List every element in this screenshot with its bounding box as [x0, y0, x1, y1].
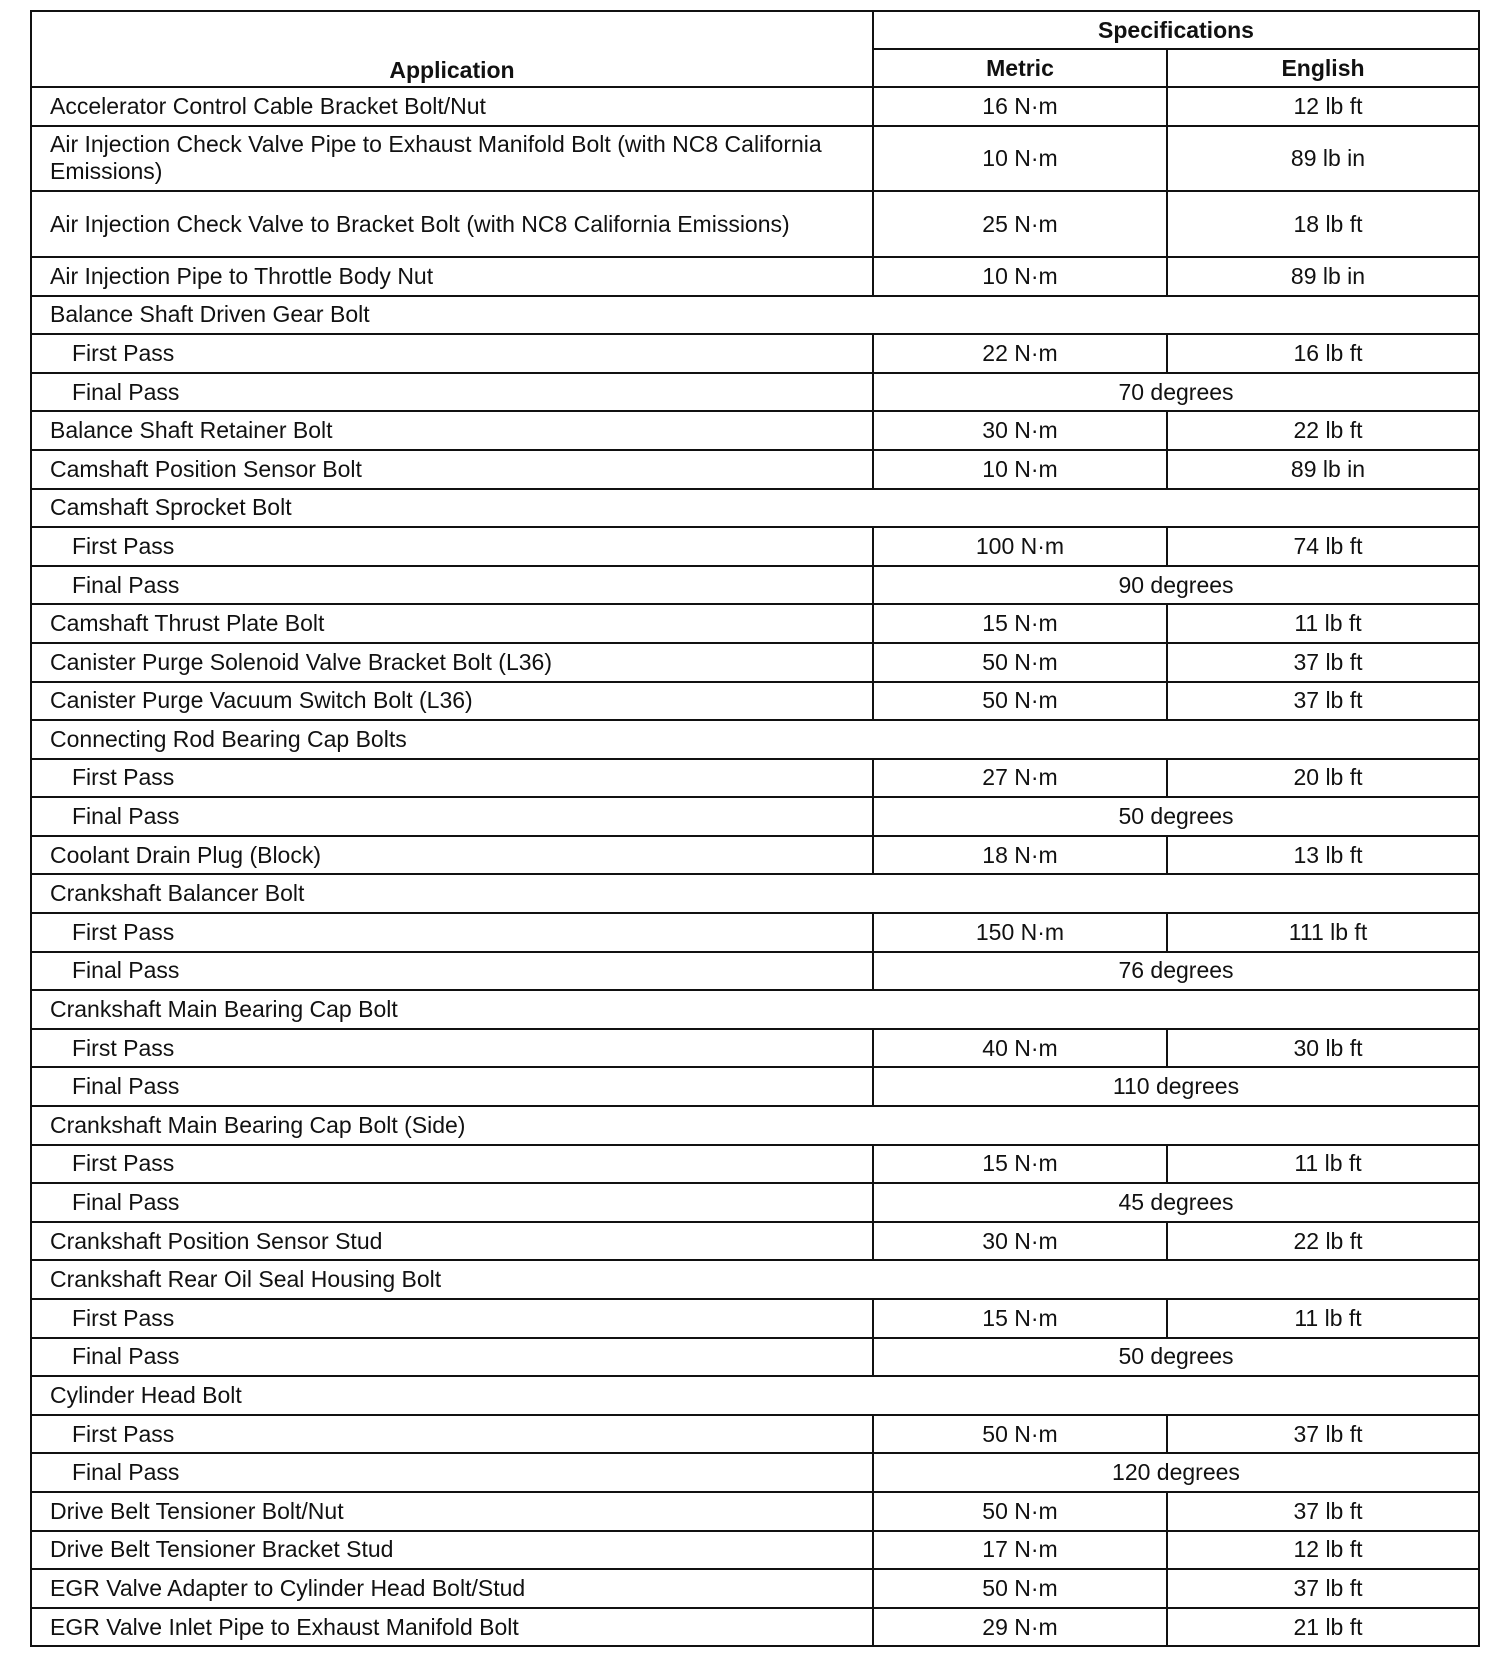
application-cell: Camshaft Thrust Plate Bolt: [31, 604, 873, 643]
table-row: [31, 874, 1479, 913]
application-cell: First Pass: [31, 1415, 873, 1454]
metric-cell: 17 N·m: [873, 1531, 1167, 1570]
table-row: [31, 797, 1479, 836]
metric-cell: 22 N·m: [873, 334, 1167, 373]
application-cell: Canister Purge Vacuum Switch Bolt (L36): [31, 682, 873, 721]
metric-cell: 10 N·m: [873, 450, 1167, 489]
application-cell: Crankshaft Position Sensor Stud: [31, 1222, 873, 1261]
application-cell: First Pass: [31, 1299, 873, 1338]
application-cell: Final Pass: [31, 1183, 873, 1222]
table-row: [31, 1183, 1479, 1222]
metric-cell: 30 N·m: [873, 411, 1167, 450]
table-row: [31, 566, 1479, 605]
metric-cell: 15 N·m: [873, 604, 1167, 643]
specifications-header: Specifications: [873, 11, 1479, 49]
metric-cell: 27 N·m: [873, 759, 1167, 798]
application-cell: Canister Purge Solenoid Valve Bracket Bolt (L36): [31, 643, 873, 682]
metric-cell: 40 N·m: [873, 1029, 1167, 1068]
table-row: [31, 87, 1479, 126]
english-cell: 37 lb ft: [1167, 1492, 1479, 1531]
table-row: [31, 913, 1479, 952]
table-row: [31, 604, 1479, 643]
table-row: [31, 643, 1479, 682]
table-row: [31, 682, 1479, 721]
table-row: [31, 126, 1479, 192]
application-cell: EGR Valve Adapter to Cylinder Head Bolt/Stud: [31, 1569, 873, 1608]
application-cell: Drive Belt Tensioner Bracket Stud: [31, 1531, 873, 1570]
table-row: [31, 527, 1479, 566]
angle-spec-cell: 120 degrees: [873, 1453, 1479, 1492]
table-row: [31, 990, 1479, 1029]
application-cell: Crankshaft Main Bearing Cap Bolt (Side): [31, 1106, 1479, 1145]
application-cell: Air Injection Check Valve to Bracket Bolt (with NC8 California Emissions): [31, 191, 873, 257]
metric-cell: 100 N·m: [873, 527, 1167, 566]
application-cell: First Pass: [31, 527, 873, 566]
angle-spec-cell: 70 degrees: [873, 373, 1479, 412]
application-cell: Camshaft Position Sensor Bolt: [31, 450, 873, 489]
english-cell: 37 lb ft: [1167, 1569, 1479, 1608]
english-cell: 13 lb ft: [1167, 836, 1479, 875]
angle-spec-cell: 76 degrees: [873, 952, 1479, 991]
angle-spec-cell: 90 degrees: [873, 566, 1479, 605]
english-cell: 22 lb ft: [1167, 411, 1479, 450]
table-row: [31, 1492, 1479, 1531]
application-cell: Final Pass: [31, 1338, 873, 1377]
english-cell: 12 lb ft: [1167, 87, 1479, 126]
table-row: [31, 1029, 1479, 1068]
english-cell: 11 lb ft: [1167, 604, 1479, 643]
metric-cell: 30 N·m: [873, 1222, 1167, 1261]
application-cell: First Pass: [31, 1145, 873, 1184]
application-cell: Cylinder Head Bolt: [31, 1376, 1479, 1415]
english-cell: 11 lb ft: [1167, 1299, 1479, 1338]
table-row: [31, 334, 1479, 373]
table-row: [31, 1145, 1479, 1184]
table-row: [31, 1067, 1479, 1106]
metric-cell: 15 N·m: [873, 1145, 1167, 1184]
table-body: [31, 87, 1479, 1646]
metric-cell: 10 N·m: [873, 126, 1167, 192]
table-row: [31, 1569, 1479, 1608]
table-row: [31, 1222, 1479, 1261]
table-row: [31, 759, 1479, 798]
metric-cell: 50 N·m: [873, 1415, 1167, 1454]
application-cell: First Pass: [31, 334, 873, 373]
application-cell: First Pass: [31, 913, 873, 952]
application-cell: Crankshaft Balancer Bolt: [31, 874, 1479, 913]
table-row: [31, 257, 1479, 296]
application-cell: Final Pass: [31, 797, 873, 836]
application-cell: First Pass: [31, 759, 873, 798]
table-row: [31, 836, 1479, 875]
english-cell: 89 lb in: [1167, 450, 1479, 489]
angle-spec-cell: 45 degrees: [873, 1183, 1479, 1222]
table-row: [31, 450, 1479, 489]
metric-cell: 16 N·m: [873, 87, 1167, 126]
application-cell: Final Pass: [31, 1067, 873, 1106]
metric-cell: 25 N·m: [873, 191, 1167, 257]
application-cell: Accelerator Control Cable Bracket Bolt/Nut: [31, 87, 873, 126]
metric-cell: 50 N·m: [873, 1492, 1167, 1531]
table-row: [31, 1260, 1479, 1299]
table-row: [31, 1338, 1479, 1377]
application-cell: First Pass: [31, 1029, 873, 1068]
metric-cell: 18 N·m: [873, 836, 1167, 875]
application-cell: Air Injection Check Valve Pipe to Exhaust Manifold Bolt (with NC8 California Emissions): [31, 126, 873, 192]
application-cell: Crankshaft Main Bearing Cap Bolt: [31, 990, 1479, 1029]
application-cell: Connecting Rod Bearing Cap Bolts: [31, 720, 1479, 759]
english-cell: 18 lb ft: [1167, 191, 1479, 257]
english-cell: 11 lb ft: [1167, 1145, 1479, 1184]
english-cell: 21 lb ft: [1167, 1608, 1479, 1647]
metric-cell: 10 N·m: [873, 257, 1167, 296]
metric-header: Metric: [873, 49, 1167, 87]
application-cell: Drive Belt Tensioner Bolt/Nut: [31, 1492, 873, 1531]
table-row: [31, 1415, 1479, 1454]
table-row: [31, 1299, 1479, 1338]
angle-spec-cell: 110 degrees: [873, 1067, 1479, 1106]
table-row: [31, 191, 1479, 257]
table-row: [31, 489, 1479, 528]
metric-cell: 50 N·m: [873, 1569, 1167, 1608]
table-row: [31, 952, 1479, 991]
english-cell: 22 lb ft: [1167, 1222, 1479, 1261]
table-row: [31, 1531, 1479, 1570]
metric-cell: 29 N·m: [873, 1608, 1167, 1647]
table-row: [31, 411, 1479, 450]
application-cell: Final Pass: [31, 373, 873, 412]
english-cell: 74 lb ft: [1167, 527, 1479, 566]
english-header: English: [1167, 49, 1479, 87]
application-cell: Final Pass: [31, 952, 873, 991]
application-cell: Balance Shaft Retainer Bolt: [31, 411, 873, 450]
english-cell: 37 lb ft: [1167, 682, 1479, 721]
application-cell: Air Injection Pipe to Throttle Body Nut: [31, 257, 873, 296]
english-cell: 12 lb ft: [1167, 1531, 1479, 1570]
english-cell: 37 lb ft: [1167, 1415, 1479, 1454]
table-row: [31, 720, 1479, 759]
table-row: [31, 1376, 1479, 1415]
english-cell: 20 lb ft: [1167, 759, 1479, 798]
english-cell: 89 lb in: [1167, 126, 1479, 192]
english-cell: 30 lb ft: [1167, 1029, 1479, 1068]
torque-spec-table: [30, 10, 1480, 1647]
application-cell: Final Pass: [31, 1453, 873, 1492]
table-header: [31, 11, 1479, 87]
table-row: [31, 1608, 1479, 1647]
table-row: [31, 1106, 1479, 1145]
english-cell: 37 lb ft: [1167, 643, 1479, 682]
metric-cell: 15 N·m: [873, 1299, 1167, 1338]
english-cell: 111 lb ft: [1167, 913, 1479, 952]
application-cell: Coolant Drain Plug (Block): [31, 836, 873, 875]
application-cell: Camshaft Sprocket Bolt: [31, 489, 1479, 528]
application-header: Application: [31, 11, 873, 87]
application-cell: EGR Valve Inlet Pipe to Exhaust Manifold Bolt: [31, 1608, 873, 1647]
angle-spec-cell: 50 degrees: [873, 797, 1479, 836]
table-row: [31, 296, 1479, 335]
table-row: [31, 1453, 1479, 1492]
application-cell: Balance Shaft Driven Gear Bolt: [31, 296, 1479, 335]
angle-spec-cell: 50 degrees: [873, 1338, 1479, 1377]
metric-cell: 50 N·m: [873, 682, 1167, 721]
application-cell: Final Pass: [31, 566, 873, 605]
metric-cell: 50 N·m: [873, 643, 1167, 682]
english-cell: 16 lb ft: [1167, 334, 1479, 373]
application-cell: Crankshaft Rear Oil Seal Housing Bolt: [31, 1260, 1479, 1299]
table-row: [31, 373, 1479, 412]
metric-cell: 150 N·m: [873, 913, 1167, 952]
english-cell: 89 lb in: [1167, 257, 1479, 296]
